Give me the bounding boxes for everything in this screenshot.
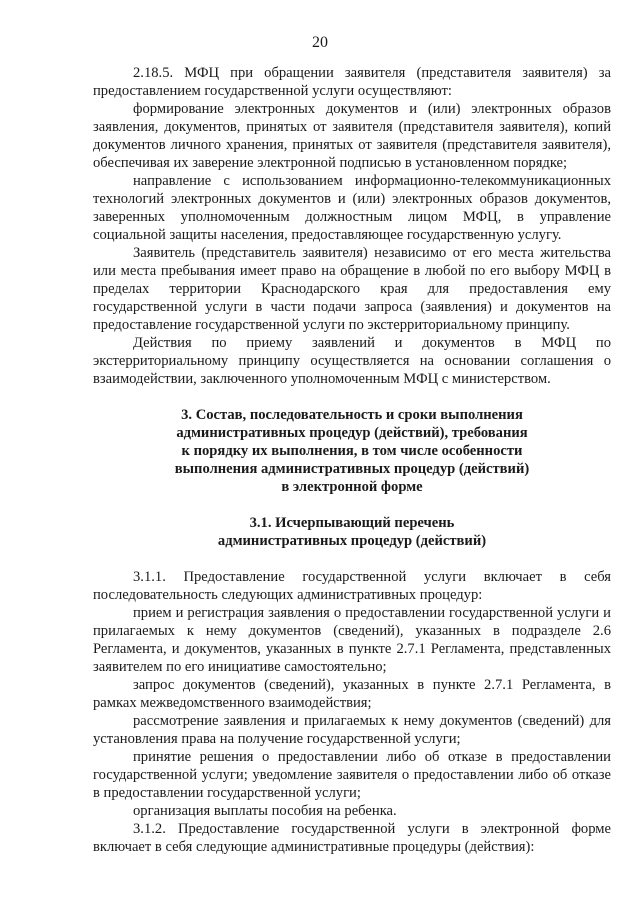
paragraph: запрос документов (сведений), указанных в пункте 2.7.1 Регламента, в рамках межведомственного взаимодействия; [93,677,611,711]
subsection-heading [93,514,611,550]
page-number: 20 [312,34,328,51]
section-heading [93,406,611,496]
section-heading-line: к порядку их выполнения, в том числе особенности [181,443,523,459]
paragraph: 3.1.2. Предоставление государственной услуги в электронной форме включает в себя следующие административные процедуры (действия): [93,821,611,855]
subsection-heading-line: административных процедур (действий) [217,533,487,549]
paragraph: организация выплаты пособия на ребенка. [133,803,397,819]
paragraph: 2.18.5. МФЦ при обращении заявителя (представителя заявителя) за предоставлением государственной услуги осуществляют: [93,65,611,99]
paragraph: принятие решения о предоставлении либо об отказе в предоставлении государственной услуги; уведомление заявителя о предоставлении либо об отказе в предоставлении государственной услуги; [93,749,611,801]
section-heading-line: 3. Состав, последовательность и сроки выполнения [181,407,523,423]
paragraph: 3.1.1. Предоставление государственной услуги включает в себя последовательность следующих административных процедур: [93,569,611,603]
paragraph: формирование электронных документов и (или) электронных образов заявления, документов, принятых от заявителя (представителя заявителя), копий документов личного хранения, принятых от заявителя (представителя заявителя), обеспечивая их заверение электронной подписью в установленном порядке; [93,101,611,171]
paragraph: прием и регистрация заявления о предоставлении государственной услуги и прилагаемых к нему документов (сведений), указанных в подразделе 2.6 Регламента, и документов, указанных в пункте 2.7.1 Регламента, представленных заявителем по его инициативе самостоятельно; [93,605,611,675]
paragraph: Заявитель (представитель заявителя) независимо от его места жительства или места пребывания имеет право на обращение в любой по его выбору МФЦ в пределах территории Краснодарского края для предоставления ему государственной услуги в части подачи запроса (заявления) и документов на предоставление государственной услуги по экстерриториальному принципу. [93,245,611,333]
section-heading-line: административных процедур (действий), требования [176,425,528,441]
paragraph: рассмотрение заявления и прилагаемых к нему документов (сведений) для установления права на получение государственной услуги; [93,713,611,747]
paragraph: Действия по приему заявлений и документов в МФЦ по экстерриториальному принципу осуществляется на основании соглашения о взаимодействии, заключенного уполномоченным МФЦ с министерством. [93,335,611,387]
section-heading-line: в электронной форме [281,479,423,495]
subsection-heading-line: 3.1. Исчерпывающий перечень [249,515,455,531]
section-heading-line: выполнения административных процедур (действий) [174,461,530,477]
paragraph: направление с использованием информационно-телекоммуникационных технологий электронных документов и (или) электронных образов документов, заверенных уполномоченным должностным лицом МФЦ, в управление социальной защиты населения, предоставляющее государственную услугу. [93,173,611,243]
document-body [93,64,611,856]
